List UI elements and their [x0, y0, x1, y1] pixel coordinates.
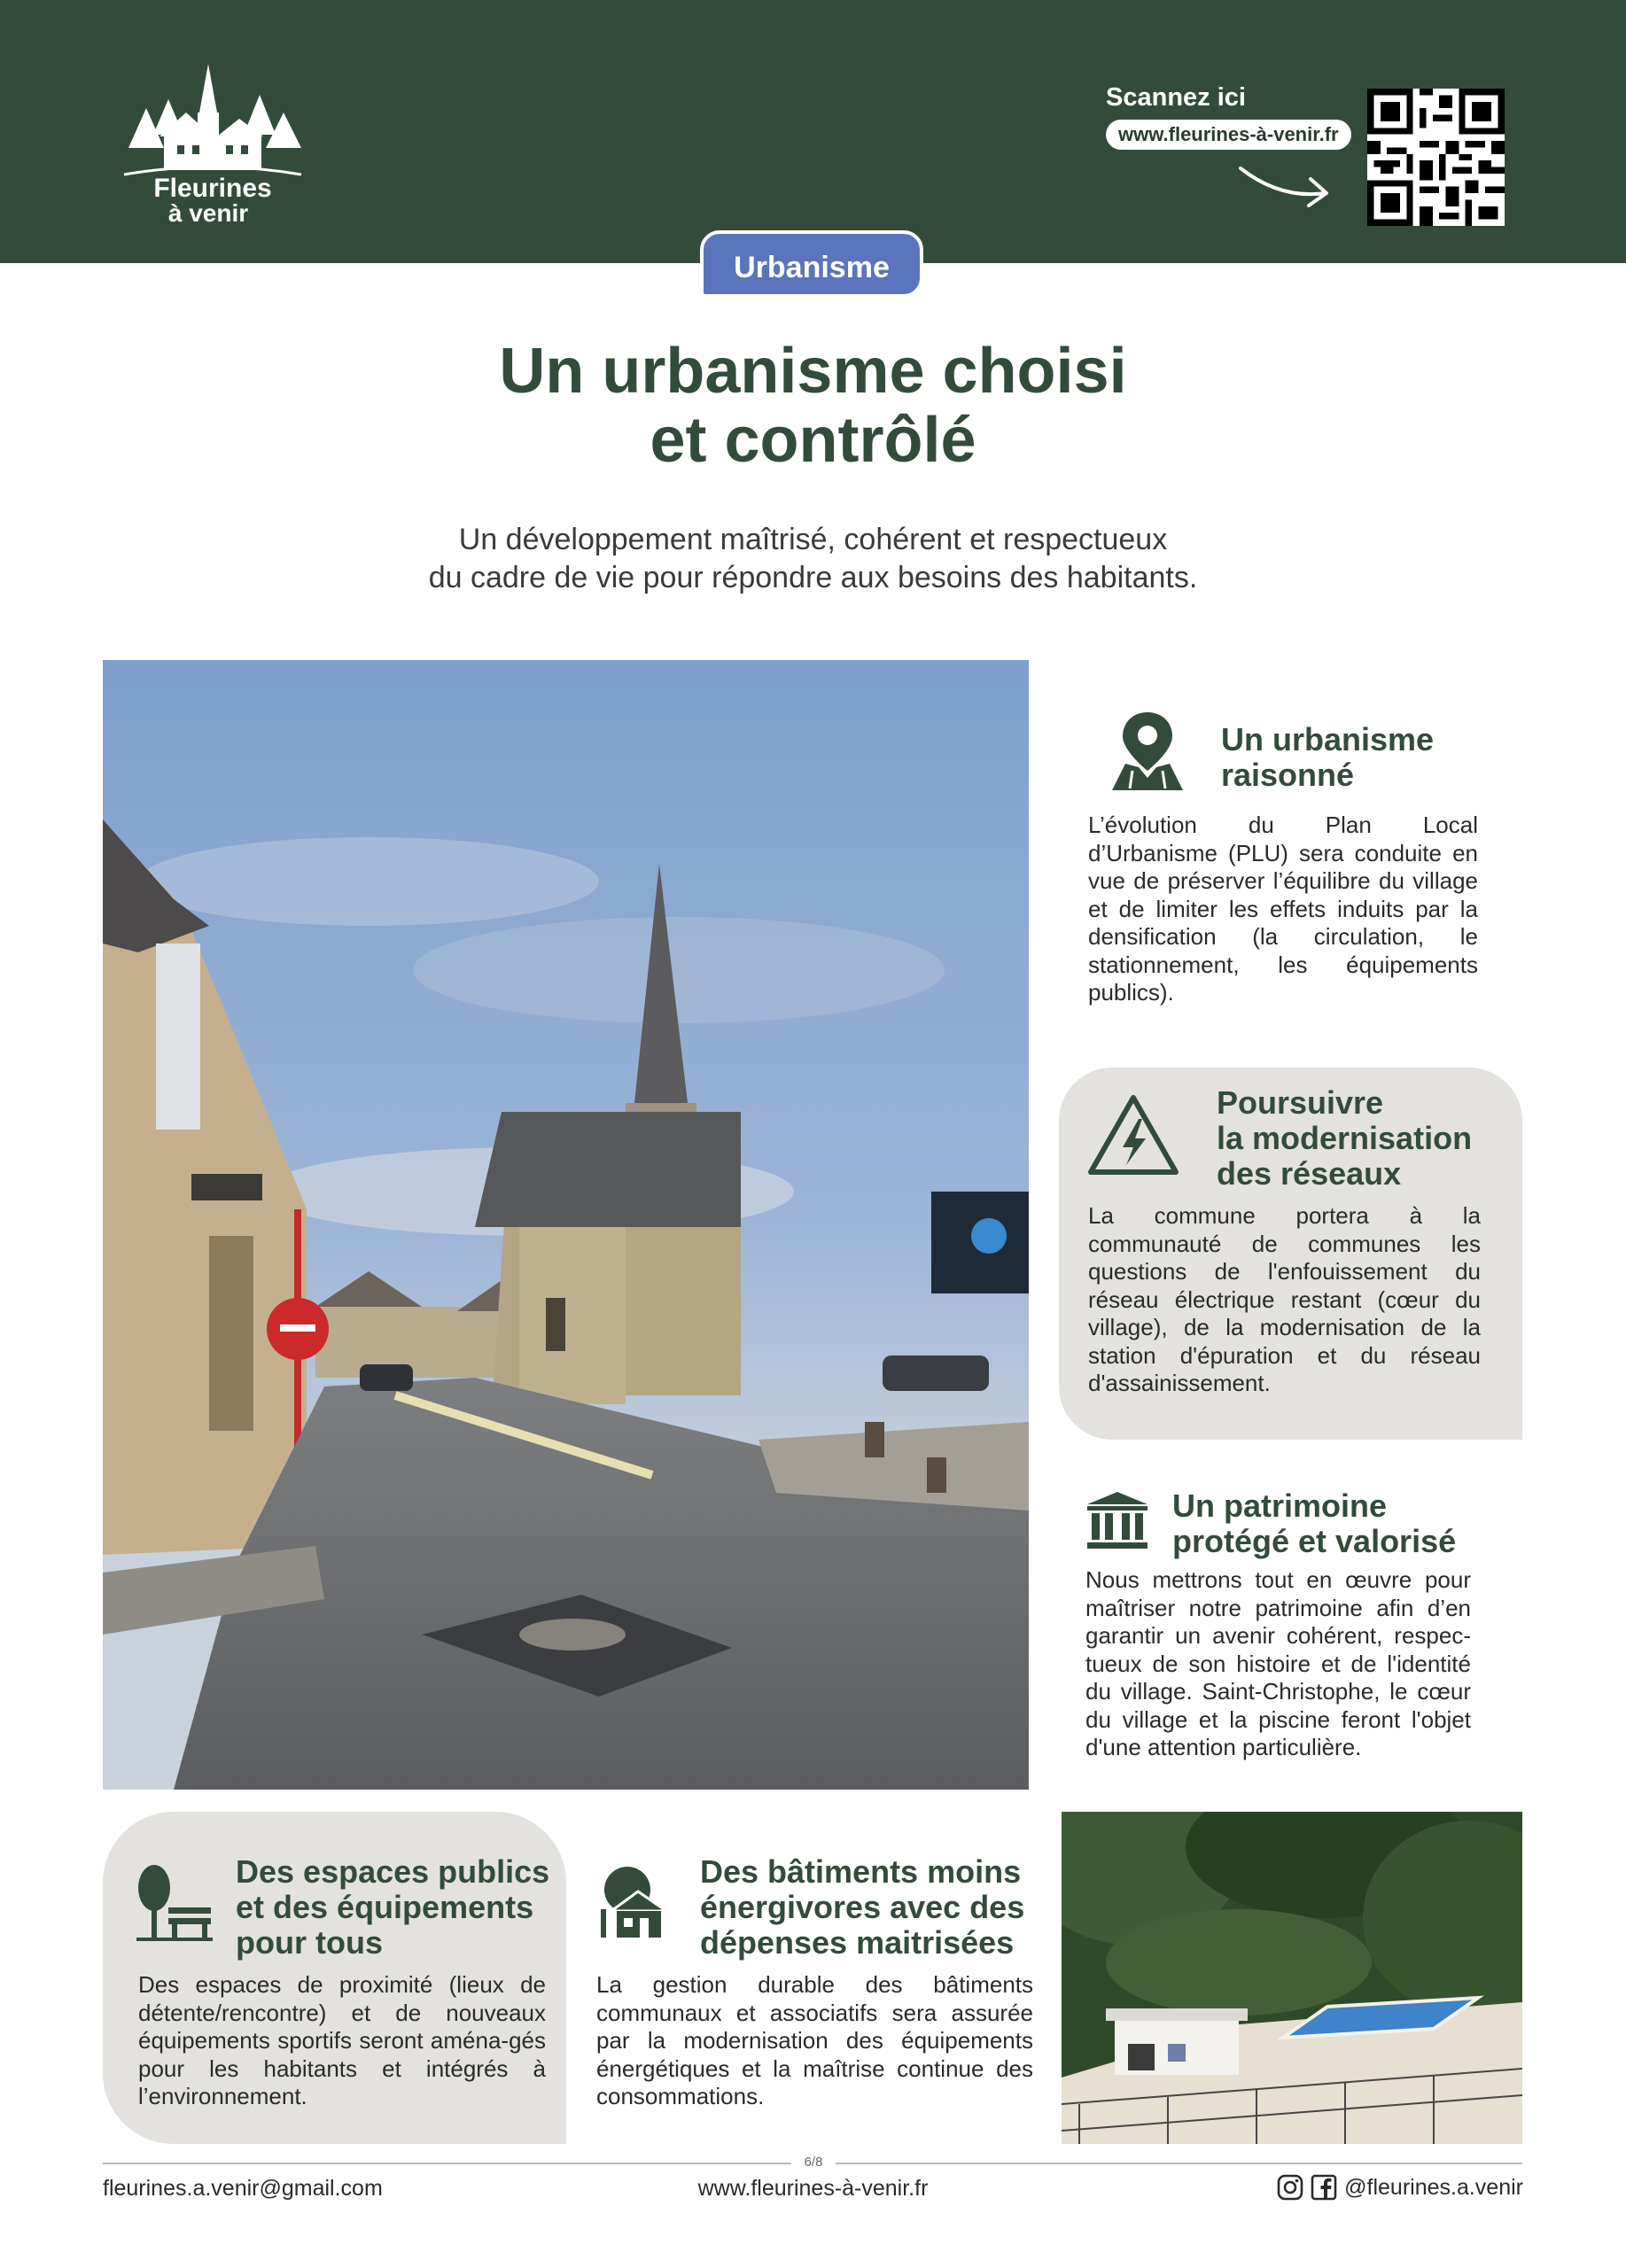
section-title-line: la modernisation	[1217, 1120, 1473, 1156]
house-tree-icon	[594, 1865, 669, 1940]
page-title	[0, 337, 1626, 475]
section-title-line: pour tous	[236, 1924, 383, 1961]
section-title-line: Un patrimoine	[1172, 1487, 1388, 1524]
section-title	[1221, 722, 1487, 793]
section-title	[700, 1854, 1037, 1961]
qr-code-icon	[1367, 89, 1505, 226]
section-text: Des espaces de proximité (lieux de détente/rencontre) et de nouveaux équipements sportifs seront aména-gés pour les habitants et intégrés à l’environnement.	[138, 1971, 546, 2109]
section-title-line: protégé et valorisé	[1172, 1523, 1457, 1559]
footer-email[interactable]: fleurines.a.venir@gmail.com	[103, 2176, 383, 2201]
village-street-photo	[103, 660, 1029, 1790]
tree-bench-icon	[135, 1863, 214, 1943]
footer-social	[1277, 2174, 1523, 2201]
header-banner	[0, 0, 1626, 263]
subtitle-line-2: du cadre de vie pour répondre aux besoins des habitants.	[428, 561, 1198, 594]
section-title-line: Des espaces publics	[236, 1853, 550, 1890]
high-voltage-warning-icon	[1085, 1092, 1181, 1177]
section-title	[236, 1854, 564, 1961]
section-text: L’évolution du Plan Local d’Urbanisme (PLU) sera conduite en vue de préserver l’équilibre du village et de limiter les effets induits par la densification (la circulation, le stationnement, les équipements publics).	[1088, 812, 1478, 1006]
section-espaces-publics	[103, 1812, 566, 2144]
section-title-line: et des équipements	[236, 1889, 534, 1925]
social-handle[interactable]: @fleurines.a.venir	[1344, 2174, 1523, 2200]
section-title-line: Un urbanisme	[1221, 721, 1435, 757]
monument-columns-icon	[1085, 1490, 1149, 1550]
section-text: La commune portera à la communauté de communes les questions de l'enfouissement du réseau électrique restant (cœur du village), de la modernisation de la station d'épuration et du réseau d'assainissement.	[1088, 1202, 1481, 1396]
subtitle-line-1: Un développement maîtrisé, cohérent et respectueux	[458, 523, 1168, 556]
section-title-line: Poursuivre	[1217, 1084, 1384, 1121]
qr-code[interactable]	[1367, 89, 1505, 226]
section-title-line: dépenses maitrisées	[700, 1924, 1015, 1961]
arrow-right-icon	[1236, 159, 1334, 213]
swimming-pool-illustration	[1062, 1812, 1522, 2144]
swimming-pool-photo	[1062, 1812, 1522, 2144]
section-title	[1172, 1488, 1474, 1559]
instagram-icon[interactable]	[1277, 2174, 1303, 2201]
section-title-line: Des bâtiments moins	[700, 1853, 1022, 1890]
footer-website-link[interactable]: www.fleurines-à-venir.fr	[697, 2176, 929, 2201]
village-street-illustration	[103, 660, 1029, 1790]
scan-label: Scannez ici	[1106, 83, 1246, 112]
logo-graphic	[111, 64, 315, 232]
title-line-1: Un urbanisme choisi	[499, 336, 1127, 407]
section-urbanisme-raisonne	[1054, 700, 1480, 1028]
scan-url[interactable]: www.fleurines-à-venir.fr	[1106, 120, 1351, 150]
logo-text-fleurines: Fleurines	[153, 174, 272, 203]
facebook-icon[interactable]	[1311, 2174, 1337, 2201]
section-title-line: raisonné	[1221, 757, 1355, 793]
section-batiments	[585, 1812, 1037, 2144]
section-text: Nous mettrons tout en œuvre pour maîtriser notre patrimoine afin d’en garantir un avenir cohérent, respec-tueux de son histoire et de l'identité du village. Saint-Christophe, le cœur du village et la piscine feront l'objet d'une attention particulière.	[1085, 1566, 1471, 1760]
category-tag: Urbanisme	[700, 230, 923, 298]
logo-text-a-venir: à venir	[167, 199, 249, 227]
title-line-2: et contrôlé	[650, 405, 976, 476]
section-modernisation-reseaux	[1059, 1068, 1522, 1440]
page-number: 6/8	[791, 2155, 836, 2170]
map-pin-icon	[1103, 709, 1192, 793]
fleurines-logo[interactable]	[111, 64, 315, 232]
section-patrimoine	[1054, 1481, 1480, 1774]
section-text: La gestion durable des bâtiments communaux et associatifs sera assurée par la modernisation des équipements énergétiques et la maîtrise continue des consommations.	[596, 1971, 1033, 2109]
section-title-line: énergivores avec des	[700, 1889, 1025, 1925]
page-subtitle	[0, 521, 1626, 597]
section-title-line: des réseaux	[1217, 1155, 1402, 1192]
section-title	[1217, 1085, 1500, 1192]
